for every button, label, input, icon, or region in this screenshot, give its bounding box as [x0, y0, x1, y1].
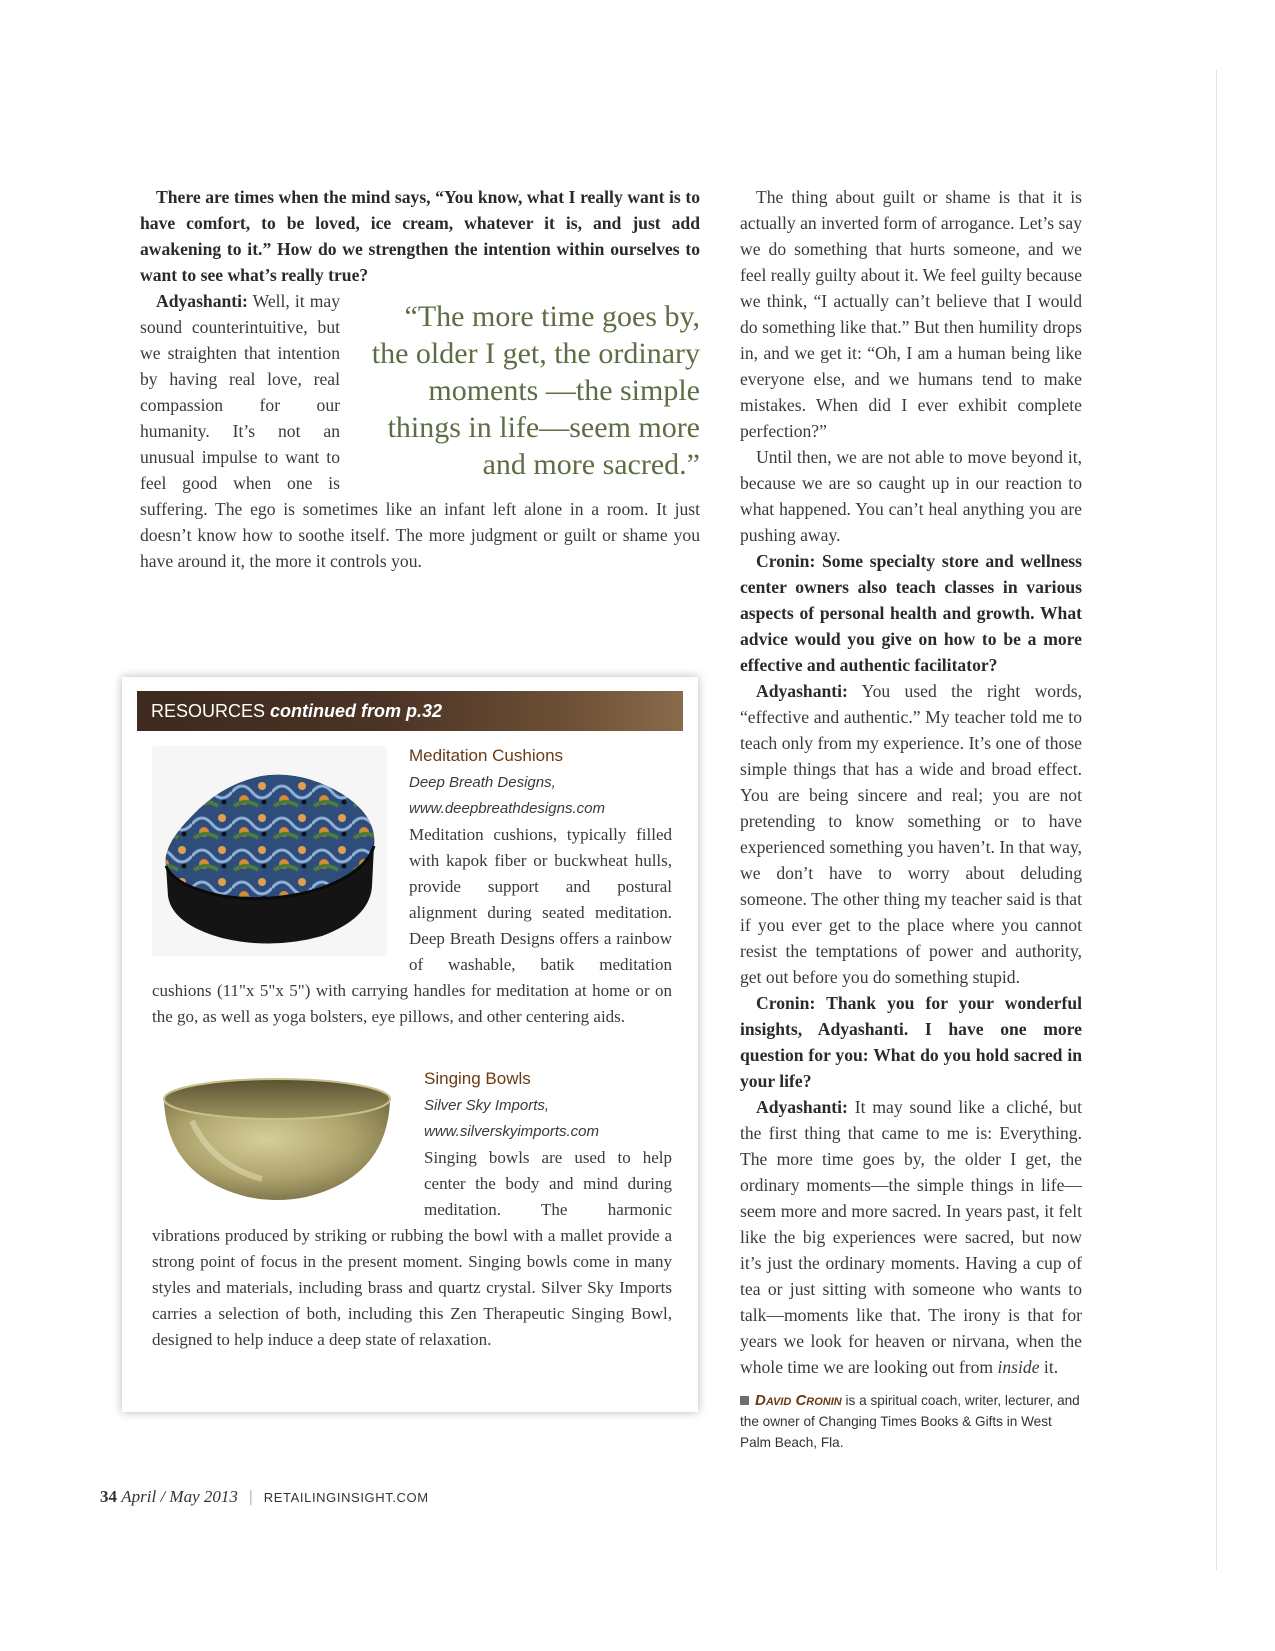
resources-header [137, 691, 683, 731]
answer-facilitator: Adyashanti: You used the right words, “effective and authentic.” My teacher told me to teach only from my experience. It’s one of those simple things that has a wide and broad effect. You are being sincere and real; you are not pretending to know something or to have experienced something you haven’t. In that way, we don’t have to worry about deluding someone. The other thing my teacher said is that if you ever get to the place where you cannot resist the temptations of power and authority, get out before you do something stupid. [740, 681, 1082, 987]
pull-quote: “The more time goes by, the older I get, the ordinary moments —the simple things in life—seem more and more sacred.” [371, 300, 700, 481]
resources-header-continued: continued from p.32 [270, 701, 443, 721]
singing-bowl-image [152, 1069, 402, 1209]
paragraph-guilt: The thing about guilt or shame is that it is actually an inverted form of arrogance. Let’s say we do something that hurts someone, and we feel really guilty about it. We feel guilty because we think, “I actually can’t believe that I would do something like that.” But then humility drops in, and we get it: “Oh, I am a human being like everyone else, and we humans tend to make mistakes. When did I ever exhibit complete perfection?” [740, 187, 1082, 441]
speaker-label: Adyashanti: [756, 1097, 848, 1117]
resources-box [122, 677, 698, 1412]
cushions-description: Meditation cushions, typically filled with kapok fiber or buckwheat hulls, provide support and postural alignment during seated meditation. Deep Breath Designs offers a rainbow of washable, batik meditation cushions (11"x 5"x 5") with carrying handles for meditation at home or on the go, as well as yoga bolsters, eye pillows, and other centering aids. [152, 825, 672, 1026]
question-sacred: Cronin: Thank you for your wonderful insights, Adyashanti. I have one more question for you: What do you hold sacred in your life? [740, 993, 1082, 1091]
bowls-description: Singing bowls are used to help center the body and mind during meditation. The harmonic vibrations produced by striking or rubbing the bowl with a mallet provide a strong point of focus in the present moment. Singing bowls come in many styles and materials, including brass and quartz crystal. Silver Sky Imports carries a selection of both, including this Zen Therapeutic Singing Bowl, designed to help induce a deep state of relaxation. [152, 1148, 672, 1349]
article-left-column [140, 184, 700, 574]
page-edge-rule [1216, 70, 1217, 1570]
meditation-cushion-image [152, 746, 387, 956]
footer-separator: | [249, 1487, 253, 1506]
question-facilitator: Cronin: Some specialty store and wellness center owners also teach classes in various aspects of personal health and growth. What advice would you give on how to be a more effective and authentic facilitator? [740, 551, 1082, 675]
speaker-label: Adyashanti: [156, 291, 248, 311]
cushions-vendor: Deep Breath Designs, [409, 774, 556, 791]
answer-compassion: Adyashanti: Well, it may sound counterintuitive, but we straighten that intention by having real love, real compassion for our humanity. It’s not an unusual impulse to want to feel good when one is suffering. The ego is sometimes like an infant left alone in a room. It just doesn’t know how to soothe itself. The more judgment or guilt or shame you have around it, the more it controls you. [140, 291, 700, 571]
issue-date: April / May 2013 [121, 1487, 238, 1506]
author-bio [740, 1390, 1082, 1453]
cushions-url[interactable]: www.deepbreathdesigns.com [409, 800, 605, 817]
article-right-column [740, 184, 1082, 1453]
speaker-label: Adyashanti: [756, 681, 848, 701]
resource-item-cushions [152, 742, 672, 1030]
bowls-url[interactable]: www.silverskyimports.com [424, 1123, 600, 1140]
bowls-vendor: Silver Sky Imports, [424, 1097, 550, 1114]
resources-header-label: RESOURCES [151, 701, 266, 721]
bio-text: is a spiritual coach, writer, lecturer, and the owner of Changing Times Books & Gifts in West Palm Beach, Fla. [740, 1393, 1080, 1450]
cushions-title: Meditation Cushions [409, 746, 564, 765]
page-number: 34 [100, 1487, 117, 1506]
paragraph-until-then: Until then, we are not able to move beyond it, because we are so caught up in our reaction to what happened. You can’t heal anything you are pushing away. [740, 447, 1082, 545]
resource-item-bowls [152, 1065, 672, 1353]
page-footer [100, 1487, 429, 1507]
bowls-title: Singing Bowls [424, 1069, 531, 1088]
bio-author-name: David Cronin [755, 1392, 842, 1409]
question-comfort: There are times when the mind says, “You know, what I really want is to have comfort, to be loved, ice cream, whatever it is, and just add awakening to it.” How do we strengthen the intention within ourselves to want to see what’s really true? [140, 187, 700, 285]
bio-square-icon [740, 1396, 749, 1405]
website-link[interactable]: RETAILINGINSIGHT.COM [263, 1490, 429, 1505]
answer-sacred: Adyashanti: It may sound like a cliché, but the first thing that came to me is: Everything. The more time goes by, the older I get, the ordinary moments—the simple things in life—seem more and more sacred. In years past, it felt like the big experiences were sacred, but now it’s just the ordinary moments. Having a cup of tea or just sitting with someone who wants to talk—moments like that. The irony is that for years we look for heaven or nirvana, when the whole time we are looking out from inside it. [740, 1097, 1082, 1377]
